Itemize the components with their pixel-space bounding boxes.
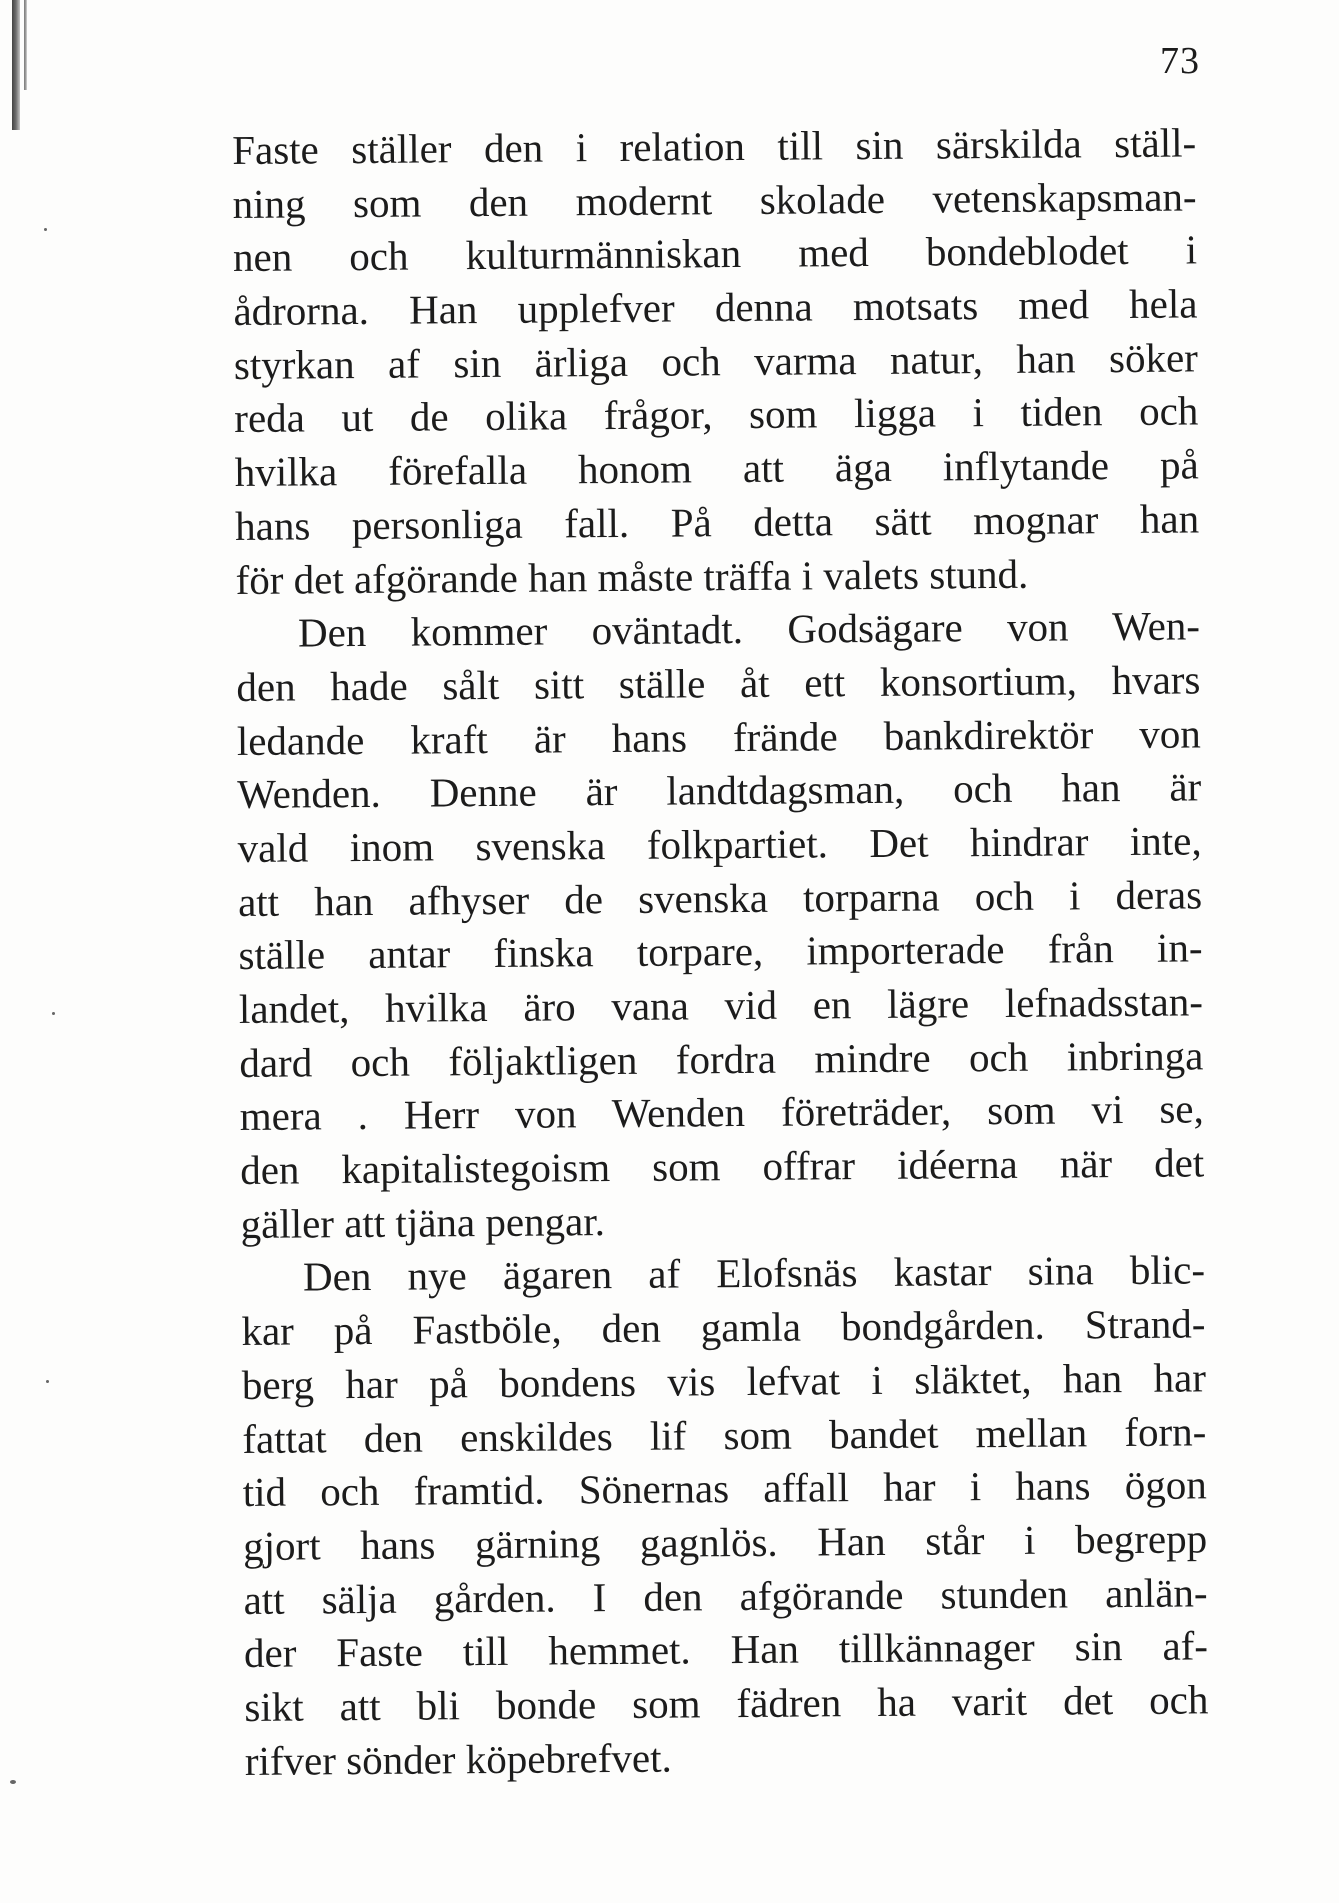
text-line: dard och följaktligen fordra mindre och inbringa xyxy=(239,1032,1204,1086)
text-line: sikt att bli bonde som fädren ha varit det och xyxy=(244,1676,1209,1730)
page-number: 73 xyxy=(1160,40,1200,82)
scan-speck xyxy=(46,1380,49,1383)
text-line: vald inom svenska folkpartiet. Det hindrar inte, xyxy=(237,817,1202,871)
text-line: den kapitalistegoism som offrar idéerna när det xyxy=(240,1139,1205,1194)
scan-speck xyxy=(52,1012,55,1015)
text-line: rifver sönder köpebrefvet. xyxy=(244,1734,672,1784)
text-line: Den kommer oväntadt. Godsägare von Wen- xyxy=(297,602,1201,656)
binding-shadow-thin xyxy=(24,0,27,90)
text-line: fattat den enskildes lif som bandet mellan forn- xyxy=(242,1407,1207,1462)
text-line: gäller att tjäna pengar. xyxy=(240,1197,606,1247)
body-text xyxy=(232,116,1209,1788)
text-line: ådrorna. Han upplefver denna motsats med hela xyxy=(233,280,1198,335)
binding-shadow xyxy=(12,0,20,130)
text-line: der Faste till hemmet. Han tillkännager sin af- xyxy=(243,1622,1209,1677)
text-line: att sälja gården. I den afgörande stunden anlän- xyxy=(243,1568,1208,1623)
text-line: nen och kulturmänniskan med bondeblodet i xyxy=(232,226,1198,281)
text-line: hans personliga fall. På detta sätt mognar han xyxy=(234,495,1200,549)
text-line: styrkan af sin ärliga och varma natur, han söker xyxy=(233,334,1199,388)
text-line: ledande kraft är hans frände bankdirektör von xyxy=(236,709,1201,764)
text-line: att han afhyser de svenska torparna och i deras xyxy=(237,871,1203,925)
text-line: Den nye ägaren af Elofsnäs kastar sina blic- xyxy=(302,1246,1206,1300)
text-line: kar på Fastböle, den gamla bondgården. Strand- xyxy=(241,1300,1206,1355)
text-line: den hade sålt sitt ställe åt ett konsortium, hvars xyxy=(236,656,1201,710)
text-line: gjort hans gärning gagnlös. Han står i begrepp xyxy=(242,1515,1208,1569)
text-line: berg har på bondens vis lefvat i släktet, han har xyxy=(241,1354,1207,1408)
text-line: tid och framtid. Sönernas affall har i hans ögon xyxy=(242,1461,1207,1516)
text-line: ning som den modernt skolade vetenskapsman- xyxy=(232,173,1197,227)
text-line: Wenden. Denne är landtdagsman, och han är xyxy=(237,763,1202,818)
text-line: för det afgörande han måste träffa i valets stund. xyxy=(235,550,1029,603)
scan-speck xyxy=(44,228,47,231)
text-line: ställe antar finska torpare, importerade från in- xyxy=(238,924,1203,979)
text-line: Faste ställer den i relation till sin särskilda ställ- xyxy=(232,119,1197,173)
text-line: reda ut de olika frågor, som ligga i tiden och xyxy=(234,387,1199,442)
text-line: hvilka förefalla honom att äga inflytande på xyxy=(234,441,1199,496)
text-line: landet, hvilka äro vana vid en lägre lefnadsstan- xyxy=(238,978,1204,1032)
scan-speck xyxy=(10,1780,16,1784)
text-line: mera . Herr von Wenden företräder, som vi se, xyxy=(239,1085,1204,1140)
